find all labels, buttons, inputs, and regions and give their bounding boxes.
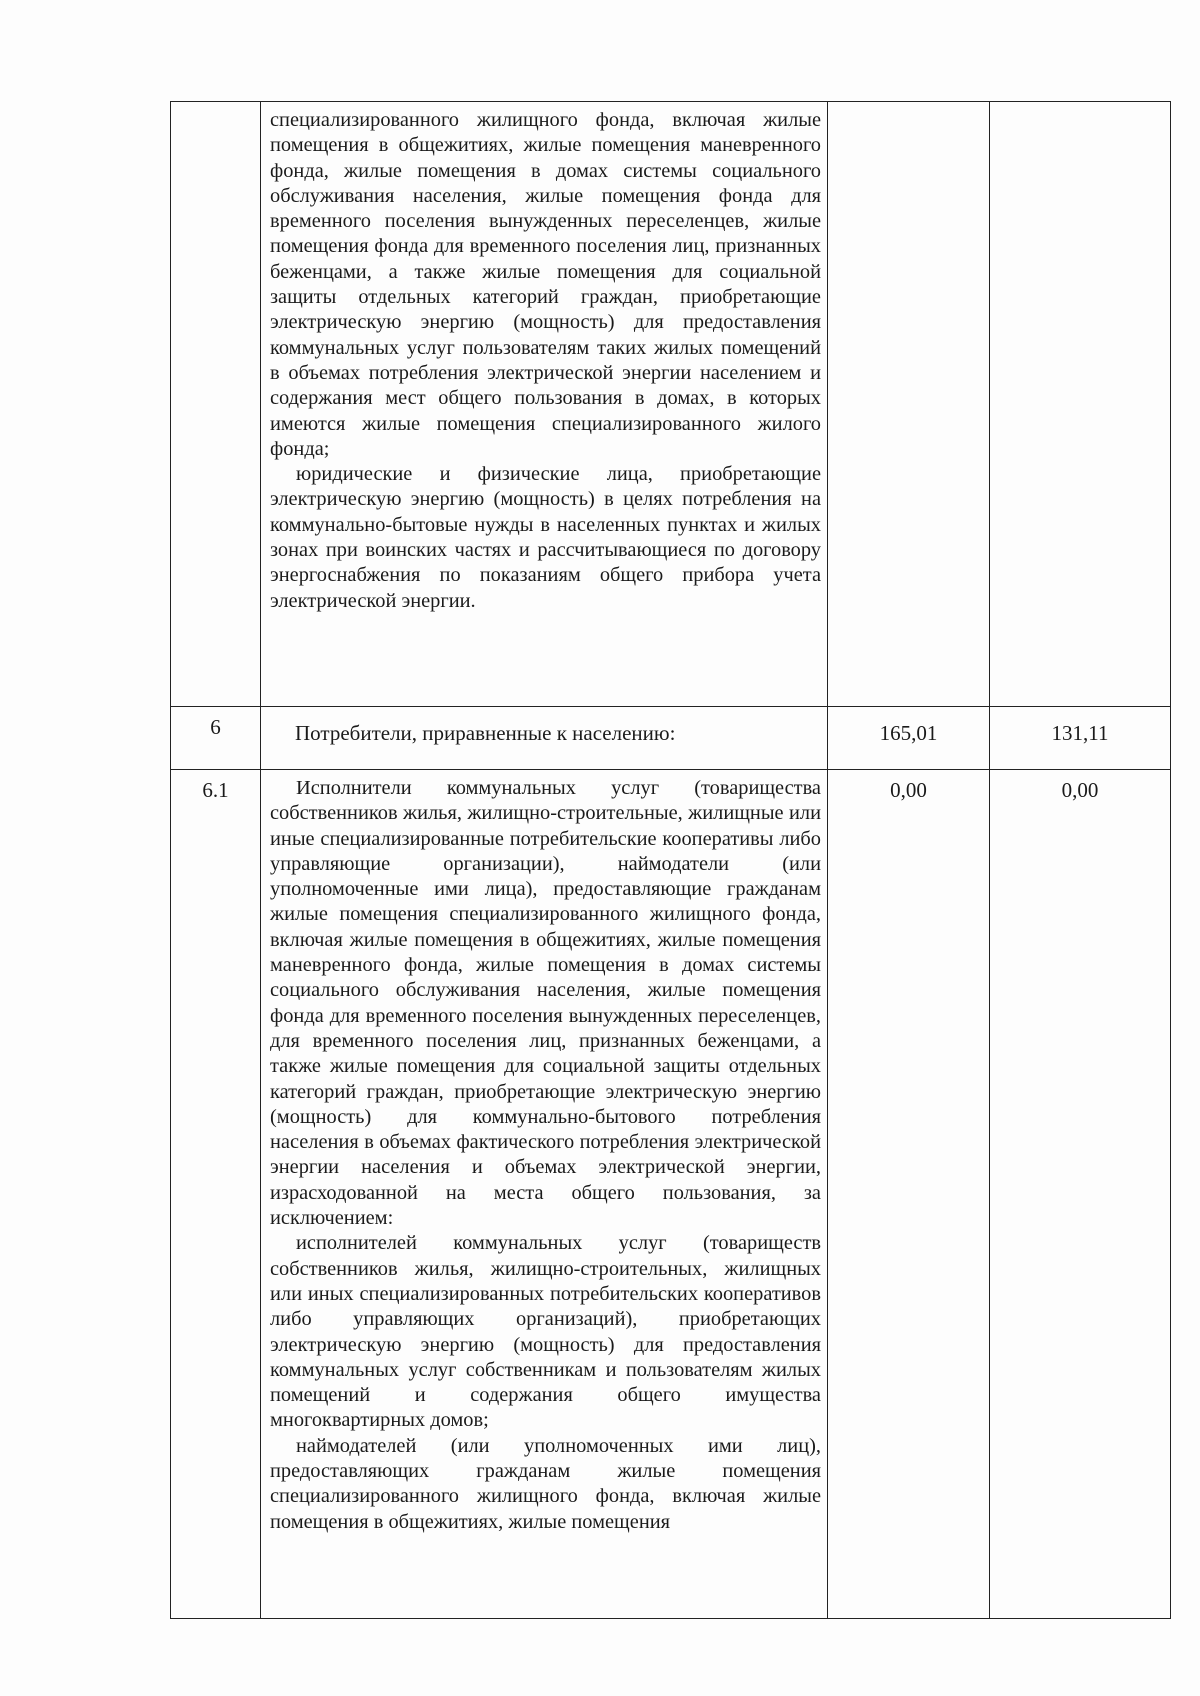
row-description-cell xyxy=(261,770,828,1619)
value-cell-2: 0,00 xyxy=(990,770,1171,1619)
table-row xyxy=(171,707,1171,770)
table-row xyxy=(171,102,1171,707)
description-paragraph: Исполнители коммунальных услуг (товарищества собственников жилья, жилищно-строительные, жилищные или иные специализированные потребительские кооперативы либо управляющие организации), наймодатели (или уполномоченные ими лица), предоставляющие гражданам жилые помещения специализированного жилищного фонда, включая жилые помещения в общежитиях, жилые помещения маневренного фонда, жилые помещения в домах системы социального обслуживания населения, жилые помещения фонда для временного поселения вынужденных переселенцев, для временного поселения лиц, признанных беженцами, а также жилые помещения для социальной защиты отдельных категорий граждан, приобретающие электрическую энергию (мощность) для коммунально-бытового потребления населения в объемах фактического потребления электрической энергии населения и объемах электрической энергии, израсходованной на места общего пользования, за исключением: xyxy=(270,777,821,1230)
description-paragraph: юридические и физические лица, приобретающие электрическую энергию (мощность) в целях потребления на коммунально-бытовые нужды в населенных пунктах и жилых зонах при воинских частях и рассчитывающиеся по договору энергоснабжения по показаниям общего прибора учета электрической энергии. xyxy=(270,463,821,612)
tariff-table xyxy=(170,101,1171,1619)
table-row xyxy=(171,770,1171,1619)
value-cell-1: 0,00 xyxy=(828,770,990,1619)
row-description-cell: Потребители, приравненные к населению: xyxy=(261,707,828,770)
description-paragraph: наймодателей (или уполномоченных ими лиц), предоставляющих гражданам жилые помещения специализированного жилищного фонда, включая жилые помещения в общежитиях, жилые помещения xyxy=(270,1434,821,1533)
row-number-cell xyxy=(171,102,261,707)
value-cell-1 xyxy=(828,102,990,707)
value-cell-2 xyxy=(990,102,1171,707)
value-cell-2: 131,11 xyxy=(990,707,1171,770)
description-paragraph: специализированного жилищного фонда, включая жилые помещения в общежитиях, жилые помещения маневренного фонда, жилые помещения в домах системы социального обслуживания населения, жилые помещения фонда для временного поселения вынужденных переселенцев, жилые помещения фонда для временного поселения лиц, признанных беженцами, а также жилые помещения для социальной защиты отдельных категорий граждан, приобретающие электрическую энергию (мощность) для предоставления коммунальных услуг пользователям таких жилых помещений в объемах потребления электрической энергии населением и содержания мест общего пользования в домах, в которых имеются жилые помещения специализированного жилого фонда; xyxy=(270,109,821,460)
description-paragraph: исполнителей коммунальных услуг (товариществ собственников жилья, жилищно-строительных, жилищных или иных специализированных потребительских кооперативов либо управляющих организаций), приобретающих электрическую энергию (мощность) для предоставления коммунальных услуг собственникам и пользователям жилых помещений и содержания общего имущества многоквартирных домов; xyxy=(270,1232,821,1432)
row-number-cell: 6.1 xyxy=(171,770,261,1619)
row-number-cell: 6 xyxy=(171,707,261,770)
value-cell-1: 165,01 xyxy=(828,707,990,770)
row-description-cell xyxy=(261,102,828,707)
